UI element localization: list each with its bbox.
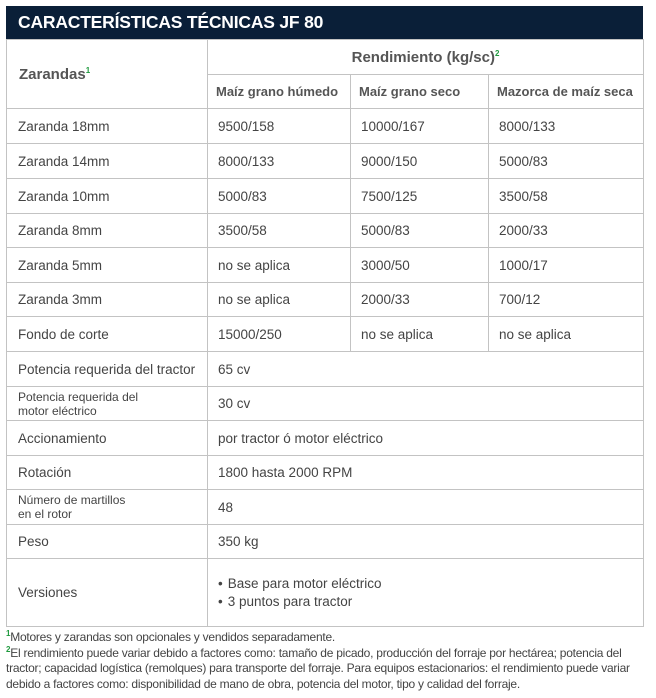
spec-value: 65 cv (208, 352, 644, 387)
table-row (7, 144, 644, 179)
spec-label (7, 490, 208, 525)
table-row (7, 214, 644, 248)
cell-value: 3000/50 (351, 248, 489, 283)
spec-value: 1800 hasta 2000 RPM (208, 456, 644, 490)
column-header: Mazorca de maíz seca (489, 75, 644, 109)
cell-value: 15000/250 (208, 317, 351, 352)
cell-value: 3500/58 (208, 214, 351, 248)
spec-label-line: Número de martillos (18, 493, 126, 507)
spec-label-line: Potencia requerida del (18, 389, 139, 404)
cell-value: 8000/133 (208, 144, 351, 179)
footnote-mark: 1 (85, 65, 91, 75)
row-label: Zaranda 14mm (7, 144, 208, 179)
spec-label-line: en el rotor (18, 507, 73, 521)
column-header: Maíz grano seco (351, 75, 489, 109)
row-label: Zaranda 10mm (7, 179, 208, 214)
spec-label: Versiones (7, 559, 208, 627)
spec-label: Rotación (7, 456, 208, 490)
spec-row (7, 421, 644, 456)
cell-value: no se aplica (208, 248, 351, 283)
row-label: Zaranda 5mm (7, 248, 208, 283)
footnote-text: El rendimiento puede variar debido a factores como: tamaño de picado, producción del forraje por hectárea; potencia del tractor; capacidad logística (remolques) para transporte del forraje. Para equipos estacionarios: el rendimiento puede variar debido a factores como: disponibilidad de mano de obra, potencia del motor, tipo y calidad del forraje. (6, 645, 630, 691)
cell-value: no se aplica (351, 317, 489, 352)
versions-list (218, 575, 643, 611)
specs-table (6, 39, 644, 627)
spec-value: 30 cv (208, 387, 644, 421)
spec-row (7, 387, 644, 421)
cell-value: 5000/83 (208, 179, 351, 214)
cell-value: 9500/158 (208, 109, 351, 144)
footnote-mark: 2 (494, 48, 500, 58)
table-row (7, 179, 644, 214)
spec-label (7, 387, 208, 421)
footnote (6, 646, 646, 693)
footnote-mark: 1 (6, 629, 11, 638)
footnote (6, 630, 646, 646)
spec-row (7, 525, 644, 559)
header-row-top (7, 40, 644, 75)
spec-row (7, 352, 644, 387)
spec-row (7, 456, 644, 490)
row-label: Zaranda 3mm (7, 283, 208, 317)
rendimiento-header (208, 40, 644, 75)
cell-value: no se aplica (208, 283, 351, 317)
list-item: • Base para motor eléctrico (218, 575, 643, 593)
spec-label: Accionamiento (7, 421, 208, 456)
versions-list-cell (208, 559, 644, 627)
spec-value: 350 kg (208, 525, 644, 559)
row-label: Fondo de corte (7, 317, 208, 352)
section-title: CARACTERÍSTICAS TÉCNICAS JF 80 (6, 6, 643, 39)
footnote-text: Motores y zarandas son opcionales y vendidos separadamente. (10, 630, 335, 644)
cell-value: 9000/150 (351, 144, 489, 179)
footnotes (6, 630, 646, 692)
footnote-mark: 2 (6, 644, 11, 654)
table-row (7, 283, 644, 317)
cell-value: 5000/83 (351, 214, 489, 248)
zarandas-header (7, 40, 208, 109)
spec-label: Potencia requerida del tractor (7, 352, 208, 387)
cell-value: 2000/33 (351, 283, 489, 317)
cell-value: 5000/83 (489, 144, 644, 179)
row-label: Zaranda 18mm (7, 109, 208, 144)
zarandas-label: Zarandas (19, 65, 86, 83)
spec-value: 48 (208, 490, 644, 525)
table-row (7, 317, 644, 352)
cell-value: 3500/58 (489, 179, 644, 214)
spec-row (7, 490, 644, 525)
cell-value: 10000/167 (351, 109, 489, 144)
cell-value: 8000/133 (489, 109, 644, 144)
column-header: Maíz grano húmedo (208, 75, 351, 109)
spec-row (7, 559, 644, 627)
cell-value: no se aplica (489, 317, 644, 352)
cell-value: 1000/17 (489, 248, 644, 283)
cell-value: 7500/125 (351, 179, 489, 214)
cell-value: 2000/33 (489, 214, 644, 248)
spec-value: por tractor ó motor eléctrico (208, 421, 644, 456)
spec-label-line: motor eléctrico (18, 403, 97, 418)
rendimiento-label: Rendimiento (kg/sc) (351, 48, 495, 66)
table-row (7, 248, 644, 283)
spec-label: Peso (7, 525, 208, 559)
row-label: Zaranda 8mm (7, 214, 208, 248)
table-row (7, 109, 644, 144)
cell-value: 700/12 (489, 283, 644, 317)
list-item: • 3 puntos para tractor (218, 593, 643, 611)
